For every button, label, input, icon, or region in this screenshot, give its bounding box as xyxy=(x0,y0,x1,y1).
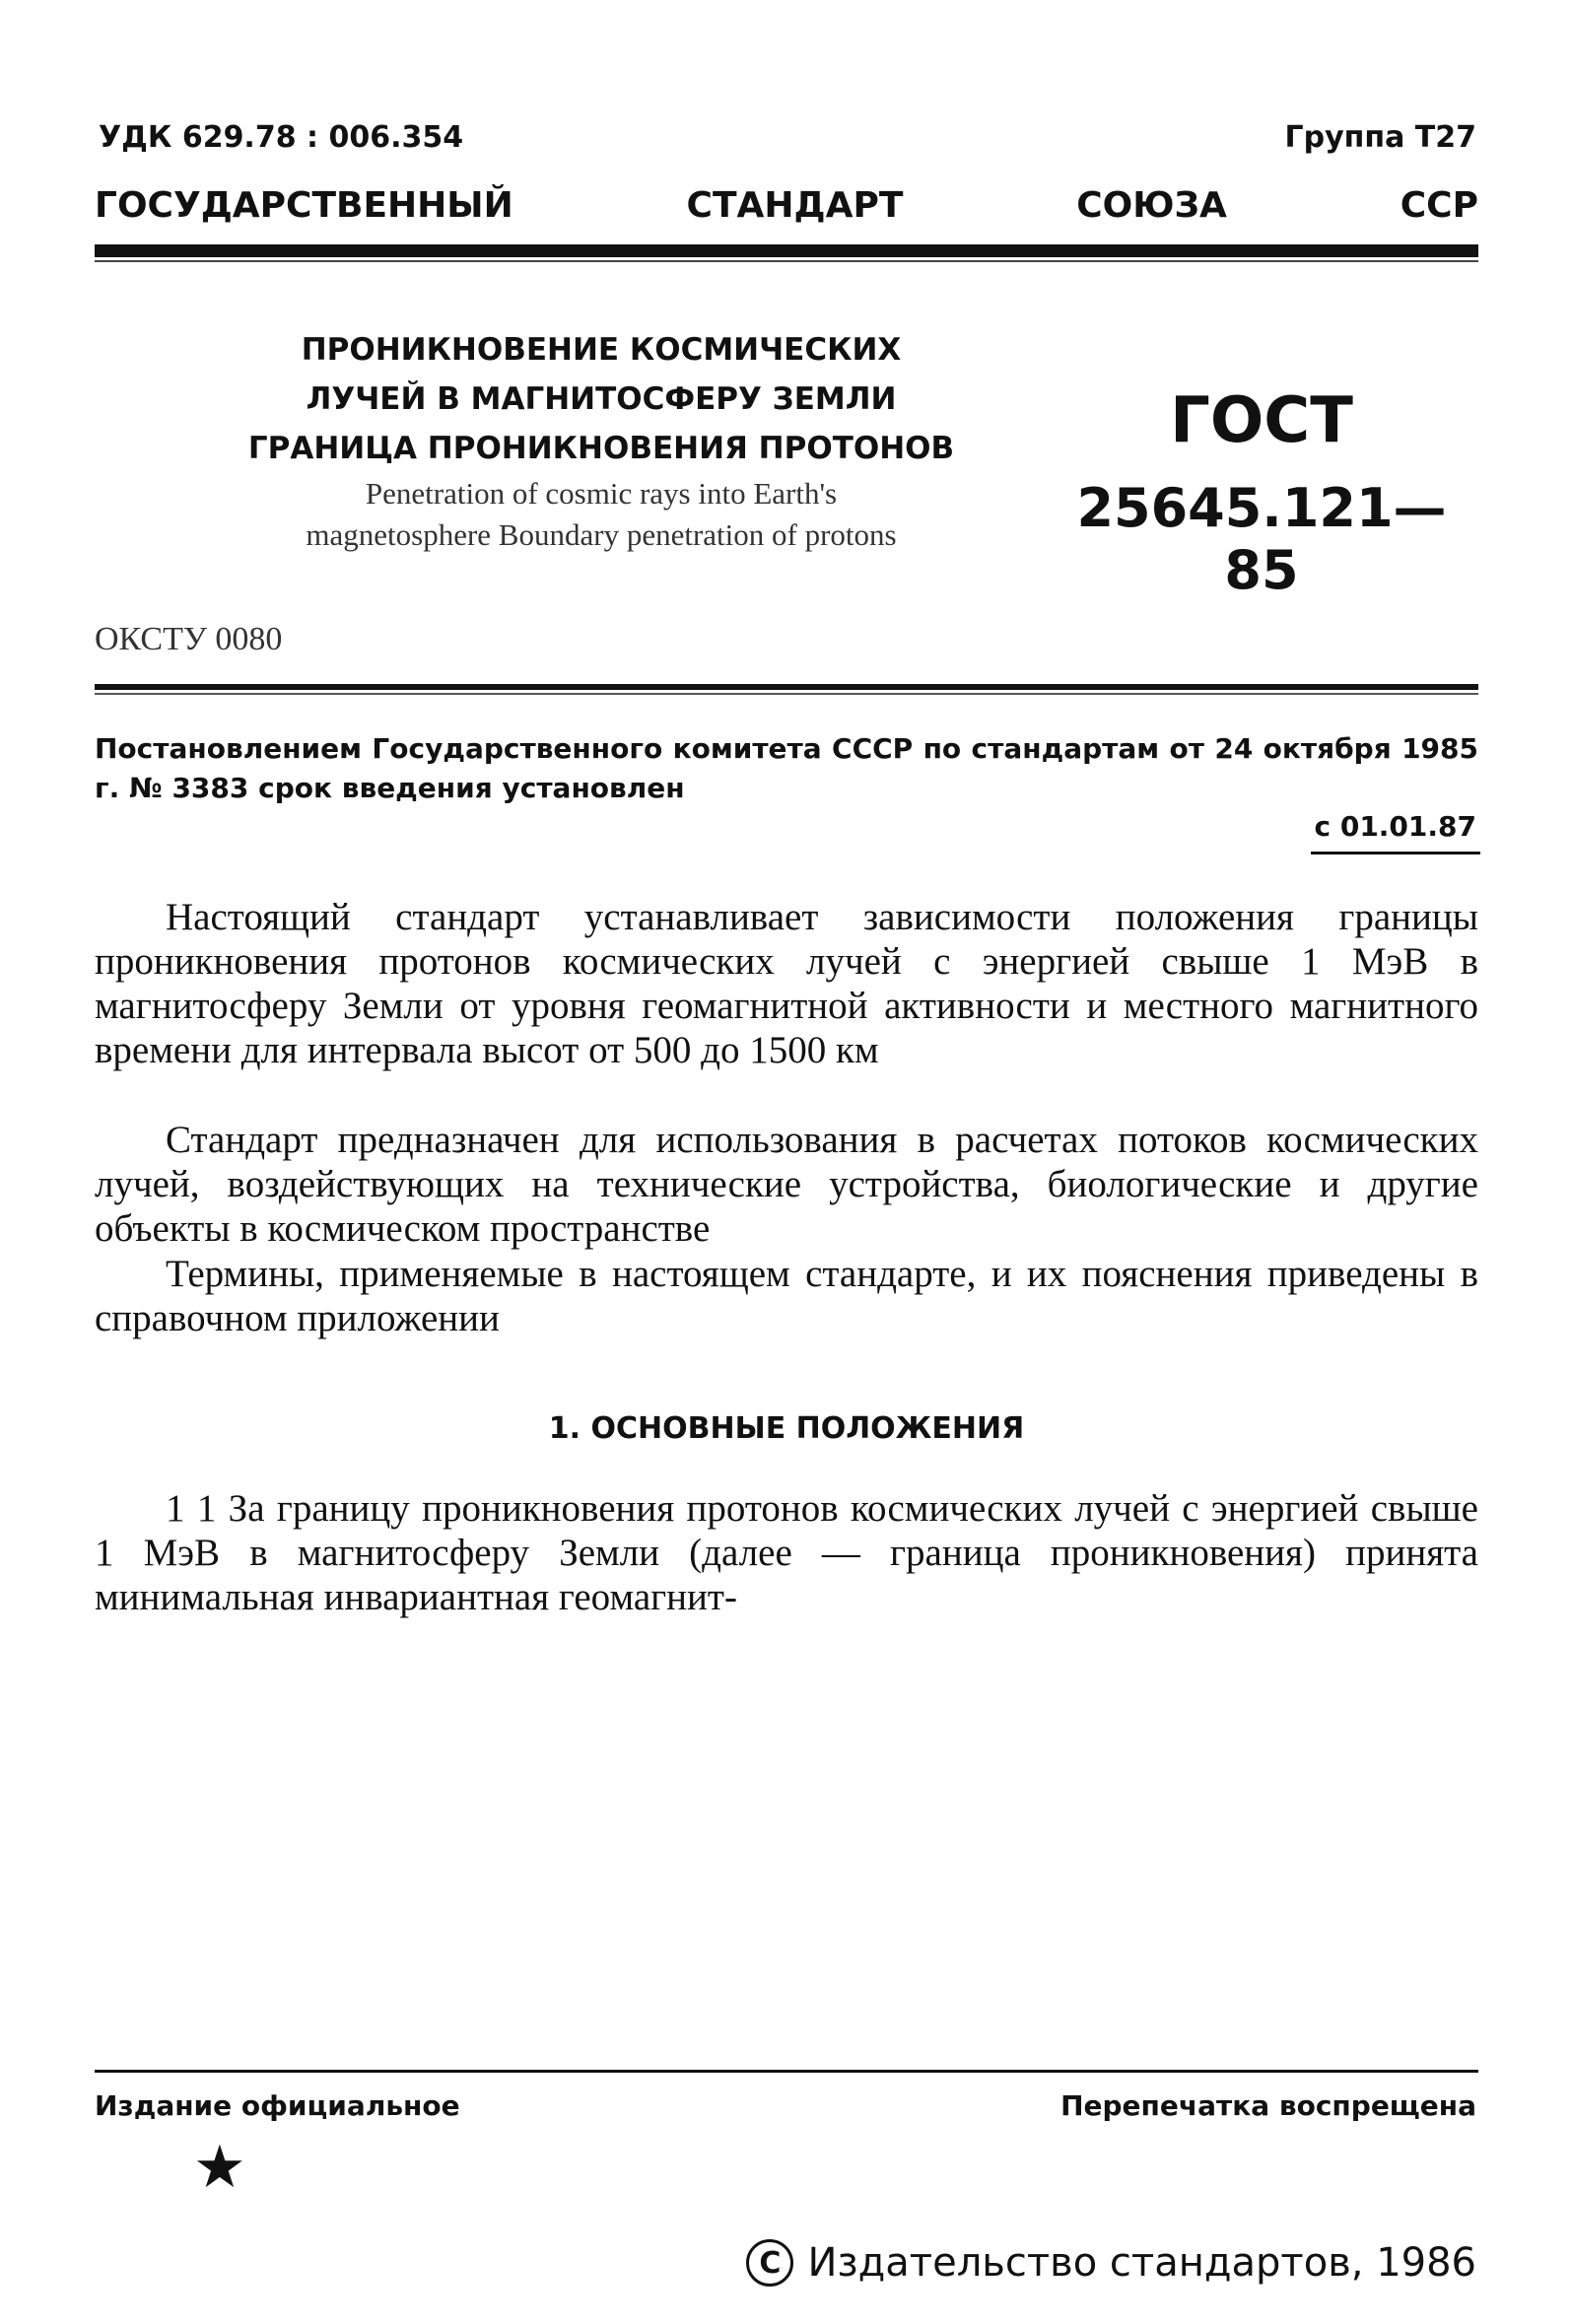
title-line: Penetration of cosmic rays into Earth's xyxy=(365,476,838,511)
header-thin-rule xyxy=(95,260,1478,262)
copyright-icon: C xyxy=(746,2239,793,2287)
copyright-text: Издательство стандартов, 1986 xyxy=(807,2240,1476,2286)
group-code: Группа Т27 xyxy=(1284,120,1476,155)
title-line: ЛУЧЕЙ В МАГНИТОСФЕРУ ЗЕМЛИ xyxy=(306,381,897,417)
paragraph-1-1: 1 1 За границу проникновения протонов космических лучей с энергией свыше 1 МэВ в магнитосферу Земли (далее — граница проникновения) принята минимальная инвариантная геомагнит- xyxy=(95,1487,1478,1618)
heading-word: СТАНДАРТ xyxy=(686,185,904,226)
section-thick-rule xyxy=(95,684,1478,690)
title-line: ПРОНИКНОВЕНИЕ КОСМИЧЕСКИХ xyxy=(301,332,902,368)
date-underline xyxy=(1311,852,1480,854)
russian-title xyxy=(246,325,956,473)
effective-date: с 01.01.87 xyxy=(1314,810,1476,843)
paragraph-purpose: Стандарт предназначен для использования в расчетах потоков космических лучей, воздействующих на технические устройства, биологические и другие объекты в космическом пространстве xyxy=(95,1119,1478,1250)
udk-code: УДК 629.78 : 006.354 xyxy=(99,120,464,155)
footer-rule xyxy=(95,2070,1478,2073)
header-thick-rule xyxy=(95,244,1478,257)
heading-word: СОЮЗА xyxy=(1076,185,1227,226)
section-thin-rule xyxy=(95,693,1478,695)
paragraph-scope: Настоящий стандарт устанавливает зависимости положения границы проникновения протонов космических лучей с энергией свыше 1 МэВ в магнитосферу Земли от уровня геомагнитной активности и местного магнитного времени для интервала высот от 500 до 1500 км xyxy=(95,896,1478,1071)
state-standard-heading xyxy=(95,185,1478,226)
section-heading: 1. ОСНОВНЫЕ ПОЛОЖЕНИЯ xyxy=(548,1411,1025,1446)
edition-label: Издание официальное xyxy=(95,2089,460,2122)
star-icon: ★ xyxy=(193,2133,246,2202)
reprint-notice: Перепечатка воспрещена xyxy=(1060,2089,1476,2122)
heading-word: ССР xyxy=(1400,185,1478,226)
gost-label: ГОСТ xyxy=(1170,384,1353,457)
gost-number: 25645.121—85 xyxy=(1076,477,1447,601)
copyright-line xyxy=(746,2239,1476,2287)
paragraph-terms: Термины, применяемые в настоящем стандарте, и их пояснения приведены в справочном приложении xyxy=(95,1253,1478,1339)
resolution-text: Постановлением Государственного комитета СССР по стандартам от 24 октября 1985 г. № 3383 срок введения установлен xyxy=(95,732,1478,804)
english-title xyxy=(246,473,956,556)
okstu-code: ОКСТУ 0080 xyxy=(95,621,283,657)
heading-word: ГОСУДАРСТВЕННЫЙ xyxy=(95,185,513,226)
title-line: magnetosphere Boundary penetration of protons xyxy=(306,517,897,552)
title-line: ГРАНИЦА ПРОНИКНОВЕНИЯ ПРОТОНОВ xyxy=(247,431,955,466)
